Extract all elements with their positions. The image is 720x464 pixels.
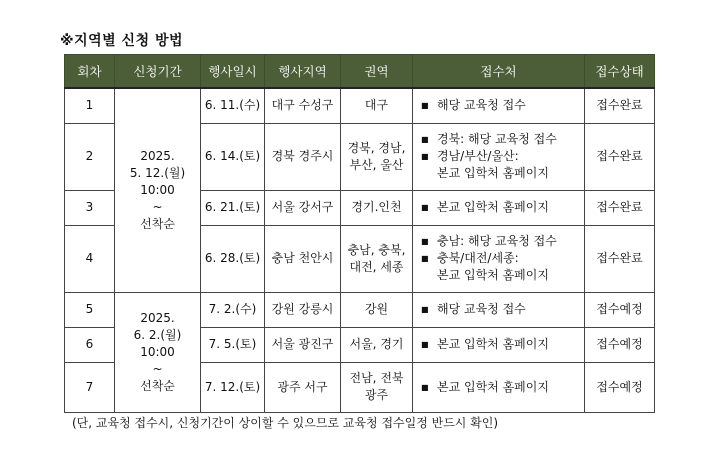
header-reception: 접수처 (413, 55, 585, 89)
reception-cell (413, 292, 585, 327)
table-row (65, 88, 655, 123)
list-item: ■ 본교 입학처 홈페이지 (421, 379, 549, 394)
place-cell: 경북 경주시 (265, 123, 341, 190)
header-place: 행사지역 (265, 55, 341, 89)
list-item: ■ 본교 입학처 홈페이지 (421, 200, 549, 214)
header-status: 접수상태 (585, 55, 655, 89)
period-cell: 2025. 6. 2.(월) 10:00 ~ 선착순 (115, 292, 201, 412)
reception-cell (413, 225, 585, 292)
date-cell: 7. 5.(토) (201, 327, 265, 362)
status-cell: 접수완료 (585, 190, 655, 225)
list-item: ■ 본교 입학처 홈페이지 (421, 337, 549, 351)
place-cell: 서울 광진구 (265, 327, 341, 362)
square-bullet-icon: ■ (421, 203, 429, 212)
region-cell: 전남, 전북 광주 (341, 362, 413, 412)
square-bullet-icon: ■ (421, 340, 429, 349)
round-cell: 1 (65, 88, 115, 123)
square-bullet-icon: ■ (421, 382, 429, 392)
place-cell: 충남 천안시 (265, 225, 341, 292)
date-cell: 7. 12.(토) (201, 362, 265, 412)
reception-cell (413, 190, 585, 225)
period-cell: 2025. 5. 12.(월) 10:00 ~ 선착순 (115, 88, 201, 292)
reception-cell (413, 327, 585, 362)
list-item: ■ 경북: 해당 교육청 접수 (421, 132, 557, 146)
place-cell: 서울 강서구 (265, 190, 341, 225)
header-date: 행사일시 (201, 55, 265, 89)
list-item: ■ 해당 교육청 접수 (421, 98, 526, 113)
status-cell: 접수완료 (585, 88, 655, 123)
round-cell: 6 (65, 327, 115, 362)
region-cell: 경북, 경남, 부산, 울산 (341, 123, 413, 190)
schedule-table (64, 54, 655, 413)
round-cell: 5 (65, 292, 115, 327)
square-bullet-icon: ■ (421, 237, 429, 246)
list-item: ■ 해당 교육청 접수 (421, 302, 526, 316)
region-cell: 강원 (341, 292, 413, 327)
header-row (65, 55, 655, 89)
square-bullet-icon: ■ (421, 305, 429, 314)
footnote: (단, 교육청 접수시, 신청기간이 상이할 수 있으므로 교육청 접수일정 반드시 확인) (72, 416, 499, 430)
square-bullet-icon: ■ (421, 152, 429, 161)
section-title: ※지역별 신청 방법 (60, 33, 184, 49)
place-cell: 대구 수성구 (265, 88, 341, 123)
region-cell: 충남, 충북, 대전, 세종 (341, 225, 413, 292)
date-cell: 6. 11.(수) (201, 88, 265, 123)
round-cell: 7 (65, 362, 115, 412)
reception-cell (413, 88, 585, 123)
region-cell: 경기.인천 (341, 190, 413, 225)
header-period: 신청기간 (115, 55, 201, 89)
status-cell: 접수완료 (585, 123, 655, 190)
square-bullet-icon: ■ (421, 101, 429, 111)
round-cell: 3 (65, 190, 115, 225)
square-bullet-icon: ■ (421, 254, 429, 263)
list-item: ■ 충남: 해당 교육청 접수 (421, 234, 557, 248)
date-cell: 6. 28.(토) (201, 225, 265, 292)
list-item: ■ 충북/대전/세종: 본교 입학처 홈페이지 (421, 251, 549, 282)
date-cell: 6. 14.(토) (201, 123, 265, 190)
status-cell: 접수예정 (585, 327, 655, 362)
reception-cell (413, 362, 585, 412)
region-cell: 서울, 경기 (341, 327, 413, 362)
reception-cell (413, 123, 585, 190)
status-cell: 접수예정 (585, 362, 655, 412)
square-bullet-icon: ■ (421, 135, 429, 144)
round-cell: 4 (65, 225, 115, 292)
date-cell: 6. 21.(토) (201, 190, 265, 225)
header-round: 회차 (65, 55, 115, 89)
status-cell: 접수예정 (585, 292, 655, 327)
date-cell: 7. 2.(수) (201, 292, 265, 327)
place-cell: 강원 강릉시 (265, 292, 341, 327)
place-cell: 광주 서구 (265, 362, 341, 412)
list-item: ■ 경남/부산/울산: 본교 입학처 홈페이지 (421, 149, 549, 180)
table-row (65, 292, 655, 327)
round-cell: 2 (65, 123, 115, 190)
region-cell: 대구 (341, 88, 413, 123)
header-region: 권역 (341, 55, 413, 89)
status-cell: 접수완료 (585, 225, 655, 292)
